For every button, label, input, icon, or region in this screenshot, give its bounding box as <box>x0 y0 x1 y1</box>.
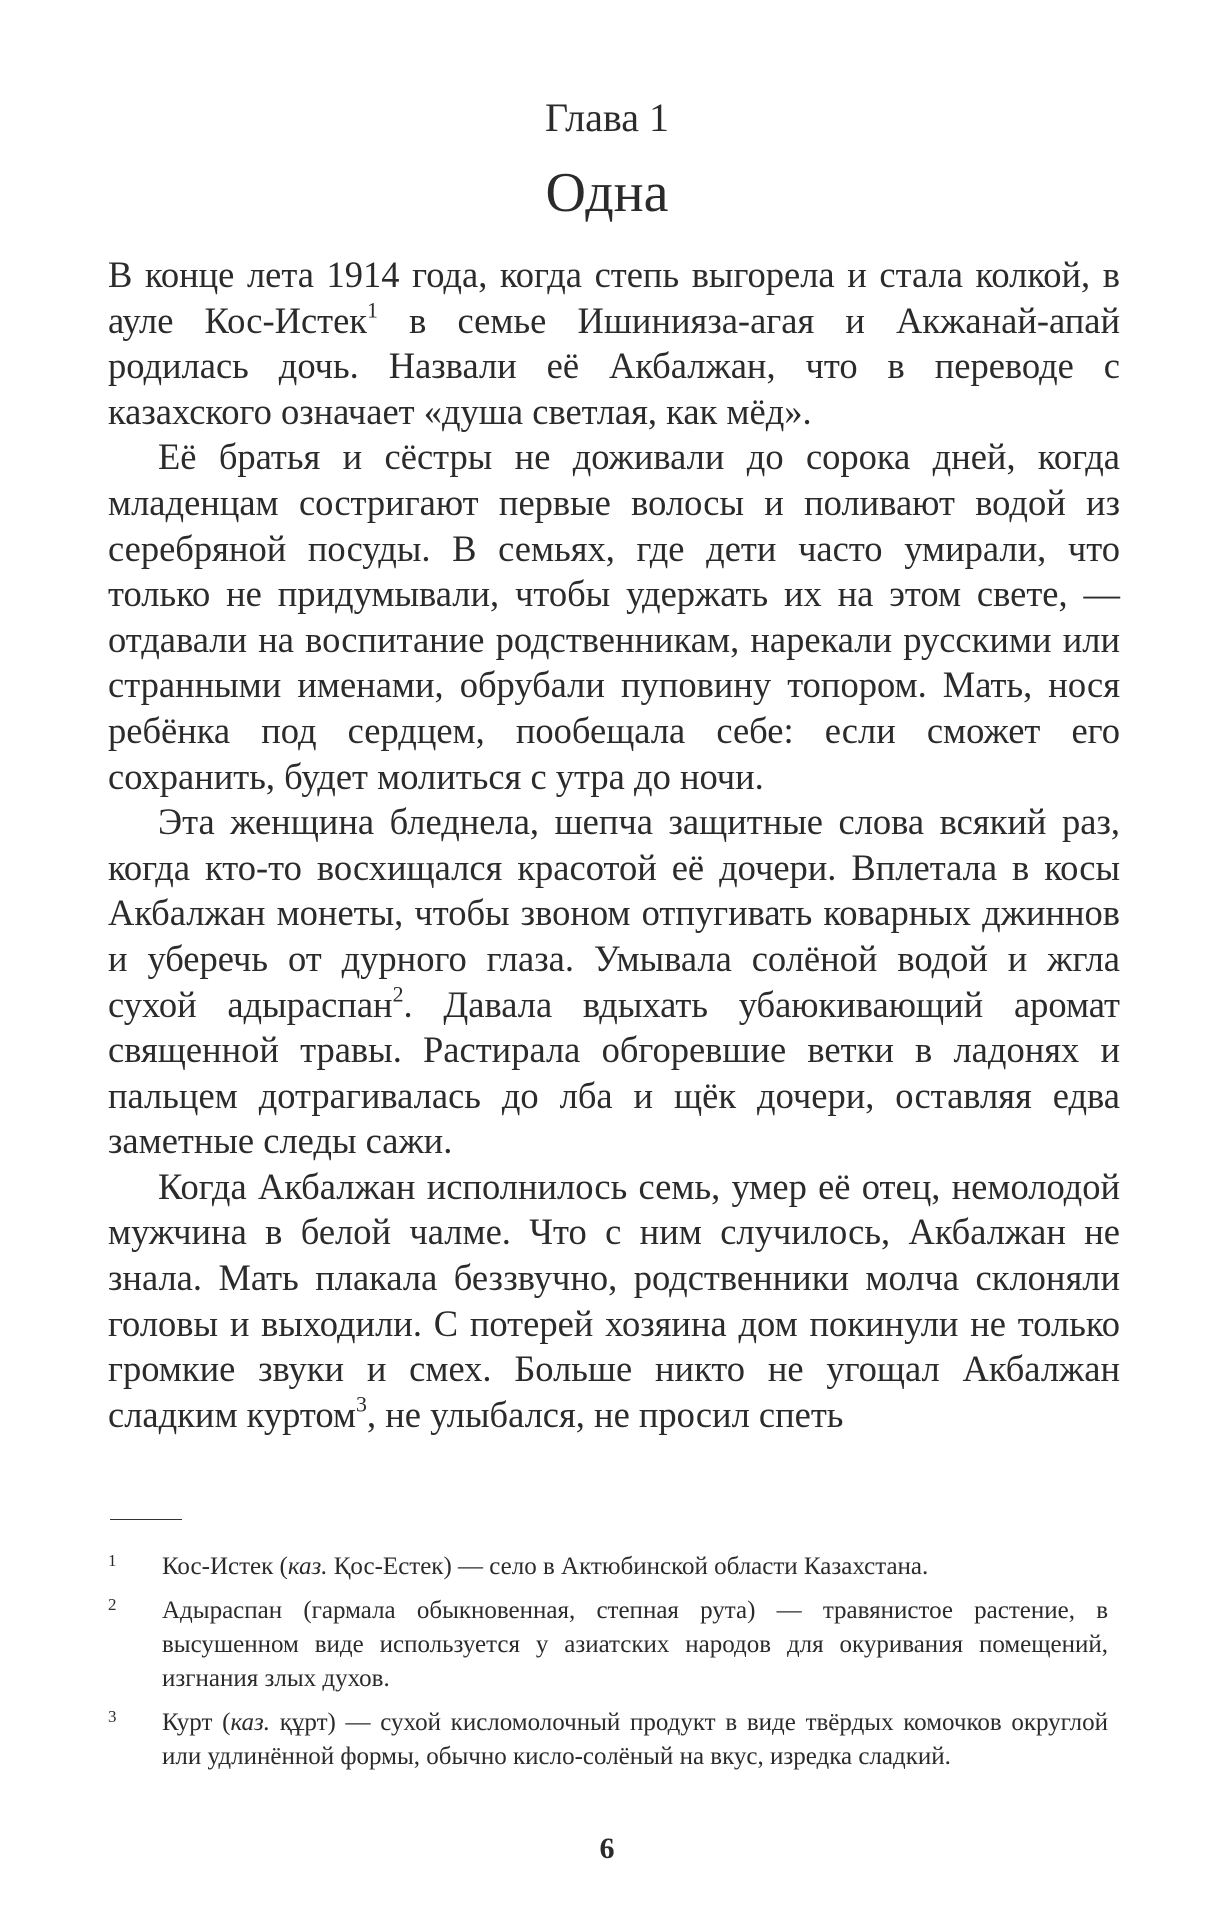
footnote-mark: 1 <box>108 1551 117 1570</box>
paragraph-3 <box>108 799 1120 1164</box>
footnote-mark: 2 <box>108 1595 117 1614</box>
footnote-text: Курт ( <box>162 1709 231 1736</box>
footnote-abbr: каз. <box>287 1553 328 1580</box>
footnote-text: Қос-Естек) — село в Актюбинской области Казахстана. <box>327 1553 929 1580</box>
footnote-text: құрт) — сухой кисломолочный продукт в виде твёрдых комочков округлой или удлинённой формы, обычно кисло-солёный на вкус, изредка сладкий. <box>162 1709 1109 1770</box>
page-number: 6 <box>599 1832 615 1865</box>
footnote-3 <box>108 1706 1108 1774</box>
footnote-divider <box>110 1519 182 1520</box>
paragraph-text: , не улыбался, не просил спеть <box>367 1393 844 1435</box>
footnote-2 <box>108 1594 1108 1696</box>
paragraph-text: В конце лета 1914 года, когда степь выгорела и стала колкой, в ауле Кос-Истек <box>108 254 1120 341</box>
chapter-title: Одна <box>545 162 669 224</box>
footnote-text: Адыраспан (гармала обыкновенная, степная рута) — травянистое растение, в высушенном виде используется у азиатских народов для окуривания помещений, изгнания злых духов. <box>162 1597 1108 1692</box>
paragraph-text: в семье Ишинияза-агая и Акжанай-апай родилась дочь. Назвали её Акбалжан, что в переводе с казахского означает «душа светлая, как мёд». <box>108 299 1120 432</box>
footnote-ref-3: 3 <box>356 1391 367 1417</box>
paragraph-text: . Давала вдыхать убаюкивающий аромат священной травы. Растирала обгоревшие ветки в ладонях и пальцем дотрагивалась до лба и щёк дочери, оставляя едва заметные следы сажи. <box>108 983 1121 1162</box>
paragraph-text: Эта женщина бледнела, шепча защитные слова всякий раз, когда кто-то восхищался красотой её дочери. Вплетала в косы Акбалжан монеты, чтобы звоном отпугивать коварных джиннов и уберечь от дурного глаза. Умывала солёной водой и жгла сухой адыраспан <box>108 801 1120 1025</box>
body-text <box>108 252 1120 1437</box>
paragraph-4 <box>108 1164 1120 1438</box>
footnote-ref-2: 2 <box>392 981 404 1007</box>
chapter-number: Глава 1 <box>545 95 669 140</box>
paragraph-2: Её братья и сёстры не доживали до сорока дней, когда младенцам состригают первые волосы и поливают водой из серебряной посуды. В семьях, где дети часто умирали, что только не придумывали, чтобы удержать их на этом свете, — отдавали на воспитание родственникам, нарекали русскими или странными именами, обрубали пуповину топором. Мать, нося ребёнка под сердцем, пообещала себе: если сможет его сохранить, будет молиться с утра до ночи. <box>108 436 1120 797</box>
footnotes <box>108 1550 1108 1784</box>
footnote-mark: 3 <box>108 1707 117 1726</box>
paragraph-1 <box>108 252 1120 434</box>
footnote-1 <box>108 1550 1108 1584</box>
footnote-abbr: каз. <box>230 1709 271 1736</box>
paragraph-text: Когда Акбалжан исполнилось семь, умер её отец, немолодой мужчина в белой чалме. Что с ним случилось, Акбалжан не знала. Мать плакала беззвучно, родственники молча склоняли головы и выходили. С потерей хозяина дом покинули не только громкие звуки и смех. Больше никто не угощал Акбалжан сладким куртом <box>108 1165 1120 1435</box>
footnote-ref-1: 1 <box>367 297 378 323</box>
footnote-text: Кос-Истек ( <box>162 1553 288 1580</box>
